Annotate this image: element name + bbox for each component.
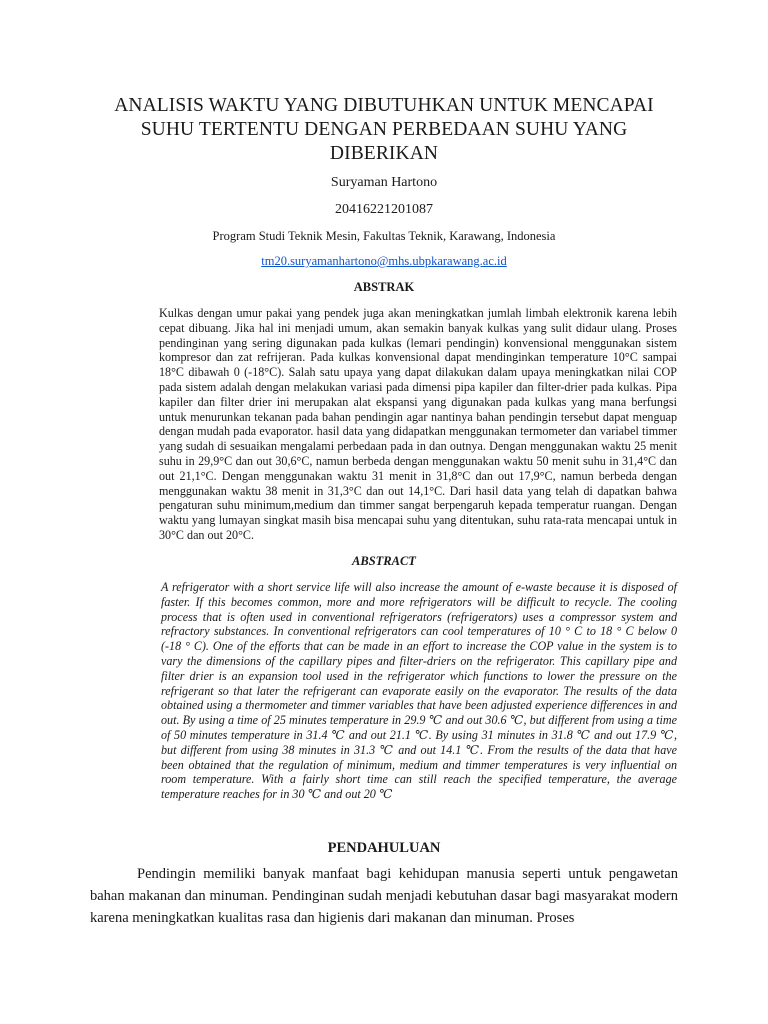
- intro-paragraph: Pendingin memiliki banyak manfaat bagi kehidupan manusia seperti untuk pengawetan bahan makanan dan minuman. Pendinginan sudah menjadi kebutuhan dasar bagi masyarakat modern karena meningkatkan kualitas rasa dan higienis dari makanan dan minuman. Proses: [90, 866, 678, 926]
- student-id: 20416221201087: [335, 202, 433, 217]
- email-link[interactable]: tm20.suryamanhartono@mhs.ubpkarawang.ac.id: [261, 254, 507, 268]
- author-name: Suryaman Hartono: [330, 175, 438, 190]
- abstrak-heading: ABSTRAK: [353, 280, 415, 294]
- abstract-text: A refrigerator with a short service life will also increase the amount of e-waste because it is disposed of faster. If this becomes common, more and more refrigerators will be difficult to recycle. The cooling process that is often used in conventional refrigerators (refrigerators) uses a compressor system and refractory substances. In conventional refrigerators can cool temperatures of 10 ° C to 18 ° C below 0 (-18 ° C). One of the efforts that can be made in an effort to increase the COP value in the system is to vary the dimensions of the capillary pipes and filter-driers on the refrigerator. This capillary pipe and filter drier is an expansion tool used in the refrigerator which functions to lower the pressure on the refrigerant so that later the refrigerant can evaporate easily on the evaporator. The results of the data obtained using a thermometer and timmer variables that have been adjusted experience differences in and out. By using a time of 25 minutes temperature in 29.9 ℃ and out 30.6 ℃, but different from using a time of 50 minutes temperature in 31.4 ℃ and out 21.1 ℃. By using 31 minutes in 31.8 ℃ and out 17.9 ℃, but different from using 38 minutes in 31.3 ℃ and out 14.1 ℃. From the results of the data that have been obtained that the regulation of minimum, medium and timmer temperatures is very influential on room temperature. With a fairly short time can still reach the specified temperature, the average temperature reaches for in 30 ℃ and out 20 ℃: [161, 580, 677, 802]
- email-line: [0, 254, 768, 269]
- paper-title: ANALISIS WAKTU YANG DIBUTUHKAN UNTUK MENCAPAI SUHU TERTENTU DENGAN PERBEDAAN SUHU YANG DIBERIKAN: [114, 95, 654, 164]
- affiliation: Program Studi Teknik Mesin, Fakultas Teknik, Karawang, Indonesia: [212, 229, 556, 243]
- abstract-heading: ABSTRACT: [352, 554, 416, 568]
- abstrak-text: Kulkas dengan umur pakai yang pendek juga akan meningkatkan jumlah limbah elektronik karena lebih cepat dibuang. Jika hal ini menjadi umum, akan semakin banyak kulkas yang sulit didaur ulang. Proses pendinginan yang sering digunakan pada kulkas (lemari pendingin) konvensional menggunakan sistem kompresor dan zat refrijeran. Pada kulkas konvensional dapat mendinginkan temperature 10°C sampai 18°C dibawah 0 (-18°C). Salah satu upaya yang dapat dilakukan dalam upaya meningkatkan nilai COP pada sistem adalah dengan melakukan variasi pada dimensi pipa kapiler dan filter-drier pada kulkas. Pipa kapiler dan filter drier ini merupakan alat ekspansi yang digunakan pada kulkas yang mana berfungsi untuk menurunkan tekanan pada bahan pendingin agar nantinya bahan pendingin tersebut dapat menguap dengan mudah pada evaporator. hasil data yang didapatkan menggunakan termometer dan variabel timmer yang sudah di sesuaikan mengalami perbedaan pada in dan outnya. Dengan menggunakan waktu 25 menit suhu in 29,9°C dan out 30,6°C, namun berbeda dengan menggunakan waktu 50 menit suhu in 31,4°C dan out 21,1°C. Dengan menggunakan waktu 31 menit in 31,8°C dan out 17,9°C, namun berbeda dengan menggunakan waktu 38 menit in 31,3°C dan out 14,1°C. Dari hasil data yang telah di dapatkan bahwa pengaturan suhu minimum,medium dan timmer sangat berpengaruh kepada temperatur ruangan. Dengan waktu yang lumayan singkat masih bisa mencapai suhu yang ditentukan, suhu rata-rata mencapai untuk in 30°C dan out 20°C.: [159, 306, 677, 542]
- section-heading-pendahuluan: PENDAHULUAN: [327, 840, 441, 856]
